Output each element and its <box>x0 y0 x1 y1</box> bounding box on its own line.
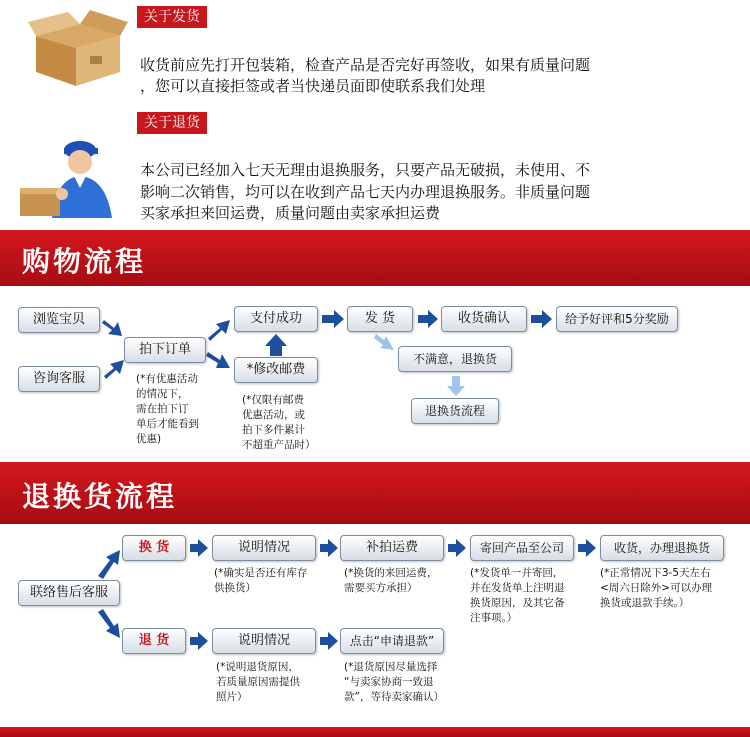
returns-line-2: 影响二次销售，均可以在收到产品七天内办理退换服务。非质量问题 <box>140 183 591 201</box>
arrow-order-pay <box>208 320 230 341</box>
explain-refund-note: (*说明退货原因， 若质量原因需提供 照片） <box>216 661 300 703</box>
return-flow-arrows <box>0 530 750 660</box>
arrow-order-modify <box>206 352 230 368</box>
arrow-explain-apply <box>320 632 338 650</box>
shopping-flow-banner <box>0 230 750 286</box>
shipping-tag: 关于发货 <box>137 6 207 28</box>
praise-step: 给予好评和5分奖励 <box>556 306 678 332</box>
bottom-red-strip <box>0 727 750 737</box>
delivery-man-icon <box>18 130 128 218</box>
arrow-contact-refund <box>98 609 120 638</box>
arrow-ship-confirm <box>418 310 438 328</box>
modify-note: (*仅限有邮费 优惠活动，或 拍下多件累计 不超重产品时） <box>242 394 316 451</box>
returns-tag: 关于退货 <box>137 112 207 134</box>
return-flow-step: 退换货流程 <box>411 398 499 424</box>
arrow-confirm-praise <box>531 310 552 328</box>
arrow-contact-exchange <box>98 550 120 579</box>
returns-line-1: 本公司已经加入七天无理由退换服务，只要产品无破损，未使用、不 <box>140 161 591 179</box>
pay-shipping-note: (*换货的来回运费， 需要买方承担） <box>344 567 438 594</box>
contact-service-step: 联络售后客服 <box>18 580 120 606</box>
explain-exchange-step: 说明情况 <box>212 535 316 561</box>
ship-step: 发 货 <box>347 306 413 332</box>
cardboard-box-icon <box>28 10 128 88</box>
explain-refund-step: 说明情况 <box>212 628 316 654</box>
receive-process-note: (*正常情况下3-5天左右 <周六日除外>可以办理 换货或退款手续。） <box>600 567 713 609</box>
browse-step: 浏览宝贝 <box>18 307 100 333</box>
arrow-sendback-receive <box>578 539 596 557</box>
apply-refund-step: 点击“申请退款” <box>340 628 444 654</box>
arrow-ship-unhappy <box>374 334 394 350</box>
consult-step: 咨询客服 <box>18 366 100 392</box>
pay-shipping-step: 补拍运费 <box>340 535 444 561</box>
arrow-explain-payship <box>320 539 338 557</box>
arrow-pay-ship <box>322 310 344 328</box>
arrow-unhappy-return <box>447 376 465 396</box>
apply-refund-note: (*退货原因尽量选择 “与卖家协商一致退 款”，等待卖家确认） <box>344 661 444 703</box>
order-note: (*有优惠活动 的情况下， 需在拍下订 单后才能看到 优惠) <box>136 373 199 445</box>
send-back-note: (*发货单一并寄回， 并在发货单上注明退 换货原因，及其它备 注事项。） <box>470 567 565 624</box>
shipping-line-1: 收货前应先打开包装箱，检查产品是否完好再签收，如果有质量问题 <box>140 56 591 74</box>
arrow-payship-sendback <box>448 539 466 557</box>
refund-step: 退 货 <box>122 628 186 654</box>
arrow-consult-order <box>104 360 124 379</box>
arrow-browse-order <box>102 320 122 336</box>
pay-step: 支付成功 <box>234 306 318 332</box>
receive-process-step: 收货，办理退换货 <box>600 535 724 561</box>
returns-line-3: 买家承担来回运费，质量问题由卖家承担运费 <box>140 204 441 222</box>
return-flow-banner <box>0 462 750 524</box>
arrow-refund-explain <box>190 632 208 650</box>
unhappy-step: 不满意，退换货 <box>398 346 512 372</box>
shopping-flow-title: 购物流程 <box>22 245 147 278</box>
shopping-flow-arrows <box>0 290 750 430</box>
return-flow-title: 退换货流程 <box>22 480 178 513</box>
order-step: 拍下订单 <box>124 337 206 363</box>
arrow-modify-pay <box>265 334 287 356</box>
confirm-receipt-step: 收货确认 <box>441 306 527 332</box>
modify-postage-step: *修改邮费 <box>234 357 318 383</box>
shipping-line-2: ，您可以直接拒签或者当快递员面即使联系我们处理 <box>140 77 486 95</box>
arrow-exchange-explain <box>190 539 208 557</box>
send-back-step: 寄回产品至公司 <box>470 535 574 561</box>
explain-exchange-note: (*确实是否还有库存 供换货） <box>214 567 308 594</box>
exchange-step: 换 货 <box>122 535 186 561</box>
